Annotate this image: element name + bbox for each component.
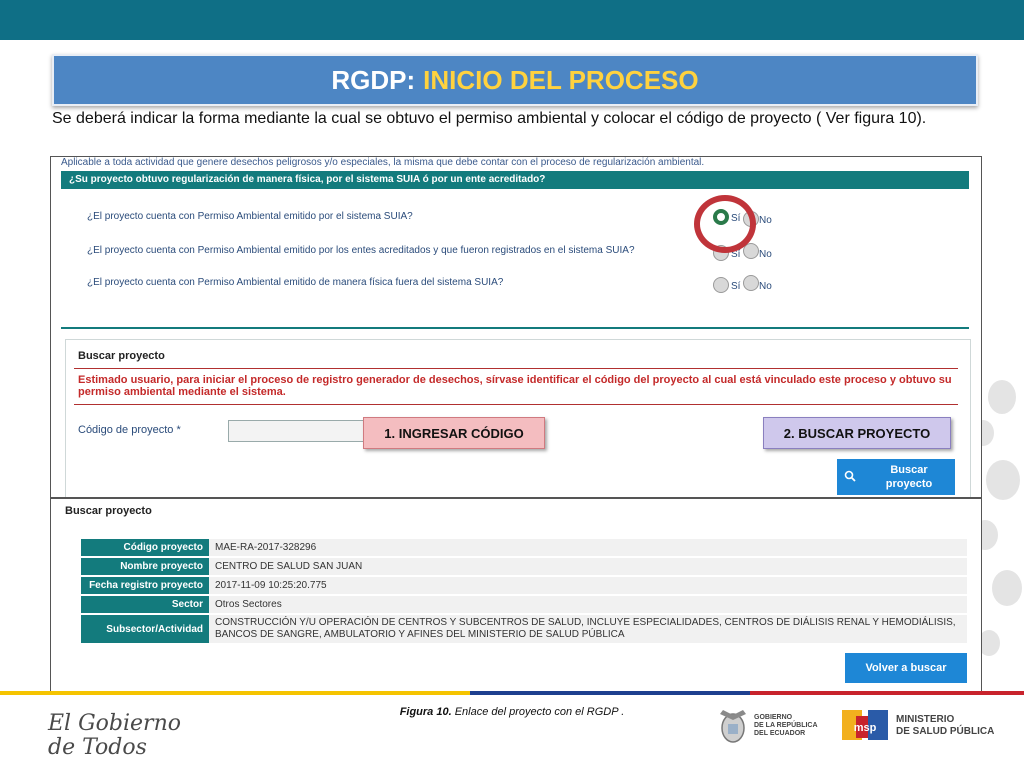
table-row (81, 577, 967, 594)
search-panel-title: Buscar proyecto (78, 350, 165, 362)
radio-suia-yes-label: Sí (731, 213, 741, 224)
applicable-note: Aplicable a toda actividad que genere desechos peligrosos y/o especiales, la misma que debe contar con el proceso de regularización ambiental. (61, 157, 705, 168)
project-code-label: Código de proyecto * (78, 424, 181, 436)
top-bar (0, 0, 1024, 40)
table-row (81, 615, 967, 643)
project-code-input[interactable] (228, 420, 364, 442)
regularization-panel-header: ¿Su proyecto obtuvo regularización de manera física, por el sistema SUIA ó por un ente acreditado? (61, 171, 969, 189)
row-label: Subsector/Actividad (81, 615, 209, 643)
result-panel-title: Buscar proyecto (65, 505, 152, 517)
msp-logo (842, 706, 994, 746)
gob-line: DEL ECUADOR (754, 730, 806, 737)
intro-text: Se deberá indicar la forma mediante la cual se obtuvo el permiso ambiental y colocar el código de proyecto ( Ver figura 10). (52, 110, 927, 127)
title-main: INICIO DEL PROCESO (423, 64, 699, 95)
row-value: 2017-11-09 10:25:20.775 (209, 577, 967, 594)
slide-title (52, 54, 978, 106)
screenshot-regularization-form (50, 156, 982, 498)
radio-accredited-no-label: No (759, 249, 772, 260)
msp-logo-icon (842, 706, 888, 746)
callout-enter-code: 1. INGRESAR CÓDIGO (363, 417, 545, 449)
row-label: Sector (81, 596, 209, 613)
ecuador-coat-of-arms-icon (716, 706, 750, 746)
callout-search-project: 2. BUSCAR PROYECTO (763, 417, 951, 449)
row-label: Código proyecto (81, 539, 209, 556)
gobierno-ecuador-logo (716, 706, 818, 746)
table-row (81, 558, 967, 575)
question-physical: ¿El proyecto cuenta con Permiso Ambiental emitido de manera física fuera del sistema SUIA? (87, 277, 504, 288)
gob-line: DE LA REPÚBLICA (754, 722, 818, 729)
row-label: Nombre proyecto (81, 558, 209, 575)
project-info-table (81, 539, 967, 645)
search-icon (837, 470, 863, 485)
stripe-blue (470, 691, 750, 695)
row-value: Otros Sectores (209, 596, 967, 613)
caption-label: Figura 10. (399, 706, 452, 718)
table-row (81, 539, 967, 556)
stripe-red (750, 691, 1024, 695)
row-value: CONSTRUCCIÓN Y/U OPERACIÓN DE CENTROS Y SUBCENTROS DE SALUD, INCLUYE ESPECIALIDADES, CENTROS DE DIÁLISIS RENAL Y HEMODIÁLISIS, BANCOS DE SANGRE, AMBULATORIO Y AFINES DEL MINISTERIO DE SALUD PÚBLICA (209, 615, 967, 643)
radio-physical-no-label: No (759, 281, 772, 292)
logo-line: de Todos (48, 735, 147, 760)
radio-accredited-yes-label: Sí (731, 249, 741, 260)
gobierno-logo-text (754, 714, 818, 738)
radio-suia-no-label: No (759, 215, 772, 226)
caption-text: Enlace del proyecto con el RGDP . (454, 706, 625, 718)
radio-physical-yes-label: Sí (731, 281, 741, 292)
divider-line (74, 404, 958, 405)
screenshot-project-result (50, 498, 982, 692)
search-project-button[interactable] (837, 459, 955, 495)
row-value: MAE-RA-2017-328296 (209, 539, 967, 556)
question-accredited: ¿El proyecto cuenta con Permiso Ambiental emitido por los entes acreditados y que fueron registrados en el sistema SUIA? (87, 245, 635, 256)
highlight-circle (694, 195, 756, 253)
gobierno-de-todos-logo (48, 712, 181, 760)
row-label: Fecha registro proyecto (81, 577, 209, 594)
search-instructions: Estimado usuario, para iniciar el proceso de registro generador de desechos, sírvase identificar el código del proyecto al cual está vinculado este proceso y obtuvo su permiso ambiental mediante el sistema. (78, 374, 952, 398)
msp-abbr-text: msp (853, 722, 877, 734)
search-again-button[interactable]: Volver a buscar (845, 653, 967, 683)
question-suia: ¿El proyecto cuenta con Permiso Ambiental emitido por el sistema SUIA? (87, 211, 413, 222)
radio-physical-no[interactable] (743, 275, 759, 291)
section-divider (61, 327, 969, 329)
search-project-button-label: Buscar proyecto (885, 464, 933, 490)
title-prefix: RGDP: (331, 64, 416, 95)
msp-line: MINISTERIO (896, 714, 955, 725)
divider-line (74, 368, 958, 369)
radio-physical-yes[interactable] (713, 277, 729, 293)
stripe-yellow (0, 691, 470, 695)
row-value: CENTRO DE SALUD SAN JUAN (209, 558, 967, 575)
msp-line: DE SALUD PÚBLICA (896, 726, 995, 737)
logo-line: El Gobierno (48, 711, 181, 736)
msp-logo-text (896, 714, 994, 738)
gob-line: GOBIERNO (754, 714, 793, 721)
table-row (81, 596, 967, 613)
